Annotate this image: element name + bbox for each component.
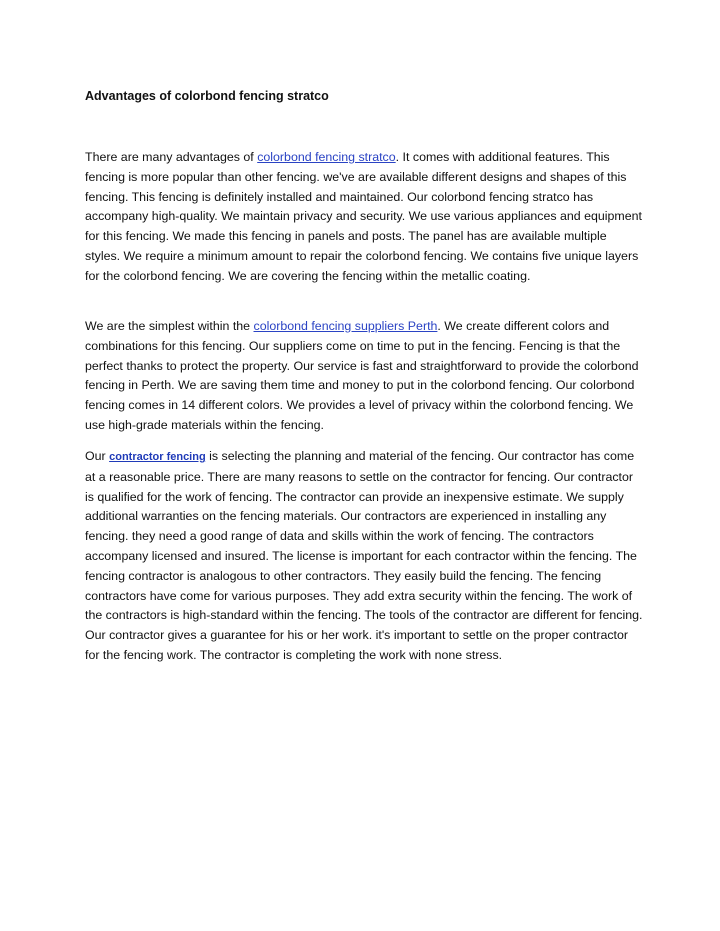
paragraph-1 xyxy=(85,148,645,287)
contractor-fencing-link[interactable]: contractor fencing xyxy=(109,451,206,463)
paragraph-2-text-before: We are the simplest within the xyxy=(85,319,254,333)
colorbond-fencing-stratco-link[interactable]: colorbond fencing stratco xyxy=(257,150,396,164)
paragraph-2-text-after: . We create different colors and combinations for this fencing. Our suppliers come on time to put in the fencing. Fencing is that the perfect thanks to protect the property. Our service is fast and straightforward to provide the colorbond fencing in Perth. We are saving them time and money to put in the colorbond fencing. Our colorbond fencing comes in 14 different colors. We provides a level of privacy within the colorbond fencing. We use high-grade materials within the fencing. xyxy=(85,319,639,432)
colorbond-fencing-suppliers-perth-link[interactable]: colorbond fencing suppliers Perth xyxy=(253,319,438,333)
document-title: Advantages of colorbond fencing stratco xyxy=(85,89,329,103)
paragraph-3 xyxy=(85,447,645,666)
paragraph-2 xyxy=(85,317,645,436)
paragraph-1-text-after: . It comes with additional features. This fencing is more popular than other fencing. we've are available different designs and shapes of this fencing. This fencing is definitely installed and maintained. Our colorbond fencing stratco has accompany high-quality. We maintain privacy and security. We use various appliances and equipment for this fencing. We made this fencing in panels and posts. The panel has are available multiple styles. We require a minimum amount to repair the colorbond fencing. We contains five unique layers for the colorbond fencing. We are covering the fencing within the metallic coating. xyxy=(85,150,642,283)
paragraph-1-text-before: There are many advantages of xyxy=(85,150,258,164)
paragraph-3-text-after: is selecting the planning and material of the fencing. Our contractor has come at a reasonable price. There are many reasons to settle on the contractor for fencing. Our contractor is qualified for the work of fencing. The contractor can provide an inexpensive estimate. We supply additional warranties on the fencing materials. Our contractors are experienced in installing any fencing. they need a good range of data and skills within the work of fencing. The contractors accompany licensed and insured. The license is important for each contractor within the fencing. The fencing contractor is analogous to other contractors. They easily build the fencing. The fencing contractors have come for various purposes. They add extra security within the fencing. The work of the contractors is high-standard within the fencing. The tools of the contractor are different for fencing. Our contractor gives a guarantee for his or her work. it's important to settle on the proper contractor for the fencing work. The contractor is completing the work with none stress. xyxy=(85,449,643,662)
paragraph-3-text-before: Our xyxy=(85,449,110,463)
